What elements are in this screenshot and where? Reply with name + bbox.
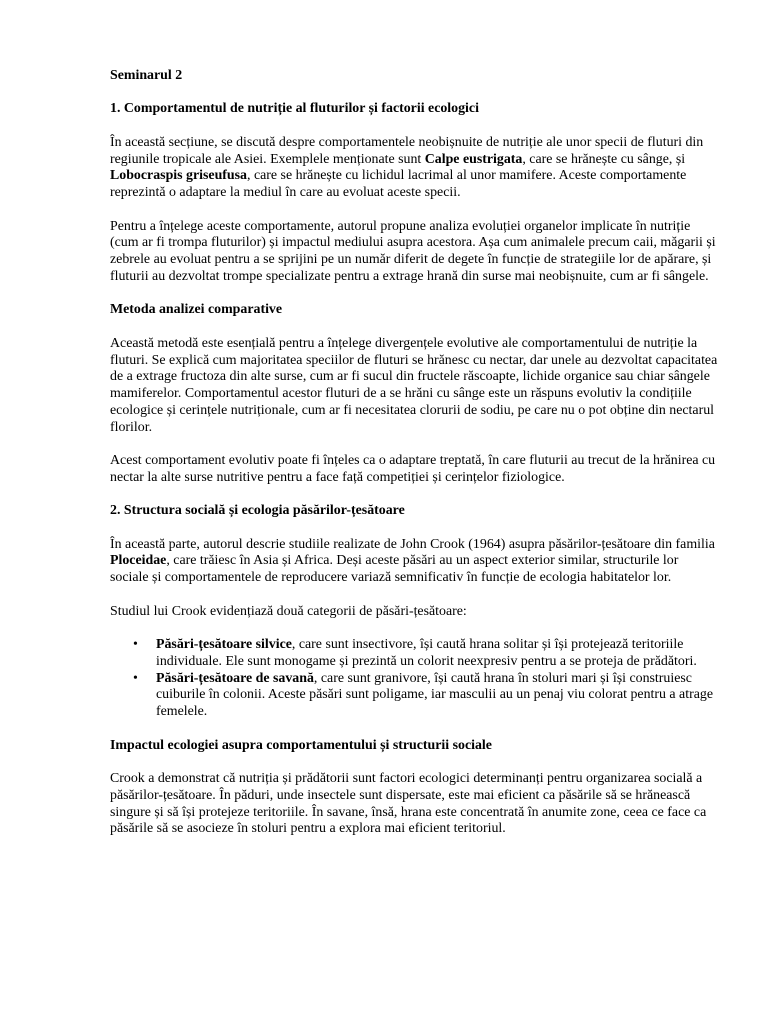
text-run: Crook a demonstrat că nutriția și prădătorii sunt factori ecologici determinanți pentru organizarea socială a păsărilor-țesătoare. În păduri, unde insectele sunt dispersate, este mai eficient ca păsările să se hrănească singure și să își protejeze teritoriile. În savane, însă, hrana este concentrată în anumite zone, ceea ce face ca păsările să se asocieze în stoluri pentru a explora mai eficient teritoriul. bbox=[110, 771, 707, 837]
text-run: , care se hrănește cu lichidul lacrimal al unor mamifere. Aceste comportamente reprezintă o adaptare la mediul în care au evoluat aceste specii. bbox=[110, 168, 687, 201]
body-paragraph bbox=[110, 336, 720, 437]
bold-term: Calpe eustrigata bbox=[424, 151, 523, 167]
bold-term: Păsări-țesătoare de savană bbox=[156, 670, 314, 686]
text-run: În această secțiune, se discută despre comportamentele neobișnuite de nutriție ale unor specii de fluturi din regiunile tropicale ale Asiei. Exemplele menționate sunt bbox=[110, 134, 704, 167]
text-run: , care sunt insectivore, își caută hrana solitar și își protejează teritoriile individuale. Ele sunt monogame și prezintă un colorit neexpresiv pentru a se proteja de prădători. bbox=[156, 637, 697, 669]
body-paragraph bbox=[110, 604, 720, 621]
text-run: , care se hrănește cu sânge, și bbox=[522, 151, 686, 167]
text-run: În această parte, autorul descrie studiile realizate de John Crook (1964) asupra păsărilor-țesătoare din familia bbox=[110, 536, 715, 552]
text-run: Studiul lui Crook evidențiază două categorii de păsări-țesătoare: bbox=[110, 603, 467, 619]
bullet-icon: • bbox=[133, 670, 138, 686]
text-run: Această metodă este esențială pentru a înțelege divergențele evolutive ale comportamentului de nutriție la fluturi. Se explică cum majoritatea speciilor de fluturi se hrănesc cu nectar, dar unele au dezvoltat capacitatea de a extrage fructoza din alte surse, cum ar fi sucul din fructele răscoapte, lichide organice sau chiar sângele mamiferelor. Comportamentul acestor fluturi de a se hrăni cu sânge este un răspuns evolutiv la condițiile ecologice și cerințele nutriționale, cum ar fi necesitatea clorurii de sodiu, pe care nu o pot obține din nectarul florilor. bbox=[110, 335, 718, 435]
section-heading: 1. Comportamentul de nutriție al fluturilor și factorii ecologici bbox=[110, 101, 479, 117]
bold-term: Ploceidae bbox=[110, 553, 167, 569]
section-heading: Metoda analizei comparative bbox=[110, 302, 283, 318]
body-paragraph bbox=[110, 537, 720, 587]
body-paragraph bbox=[110, 135, 720, 202]
section-heading: 2. Structura socială și ecologia păsărilor-țesătoare bbox=[110, 503, 405, 519]
body-paragraph bbox=[110, 453, 720, 487]
list-item bbox=[110, 637, 720, 671]
document-body bbox=[110, 101, 720, 838]
bold-term: Lobocraspis griseufusa bbox=[110, 168, 247, 184]
section-heading: Impactul ecologiei asupra comportamentului și structurii sociale bbox=[110, 737, 492, 753]
document-title: Seminarul 2 bbox=[110, 68, 183, 83]
text-run: , care sunt granivore, își caută hrana în stoluri mari și își construiesc cuiburile în colonii. Aceste păsări sunt poligame, iar masculii au un penaj viu colorat pentru a atrage femelele. bbox=[156, 670, 713, 720]
bold-term: Păsări-țesătoare silvice bbox=[156, 637, 292, 653]
bullet-list bbox=[110, 637, 720, 721]
bullet-icon: • bbox=[133, 637, 138, 653]
text-run: , care trăiesc în Asia și Africa. Deși aceste păsări au un aspect exterior similar, structurile lor sociale și comportamentele de reproducere variază semnificativ în funcție de ecologia habitatelor lor. bbox=[110, 553, 679, 586]
body-paragraph bbox=[110, 771, 720, 838]
text-run: Pentru a înțelege aceste comportamente, autorul propune analiza evoluției organelor implicate în nutriție (cum ar fi trompa fluturilor) și impactul mediului asupra acestora. Așa cum animalele precum caii, măgarii și zebrele au evoluat pentru a se sprijini pe un număr diferit de degete în funcție de strategiile lor de apărare, și fluturii au dezvoltat trompe specializate pentru a extrage hrană din surse mai neobișnuite, cum ar fi sângele. bbox=[110, 218, 716, 284]
text-run: Acest comportament evolutiv poate fi înțeles ca o adaptare treptată, în care fluturii au trecut de la hrănirea cu nectar la alte surse nutritive pentru a face față competiției și cerințelor fiziologice. bbox=[110, 453, 716, 485]
body-paragraph bbox=[110, 219, 720, 286]
list-item bbox=[110, 671, 720, 721]
